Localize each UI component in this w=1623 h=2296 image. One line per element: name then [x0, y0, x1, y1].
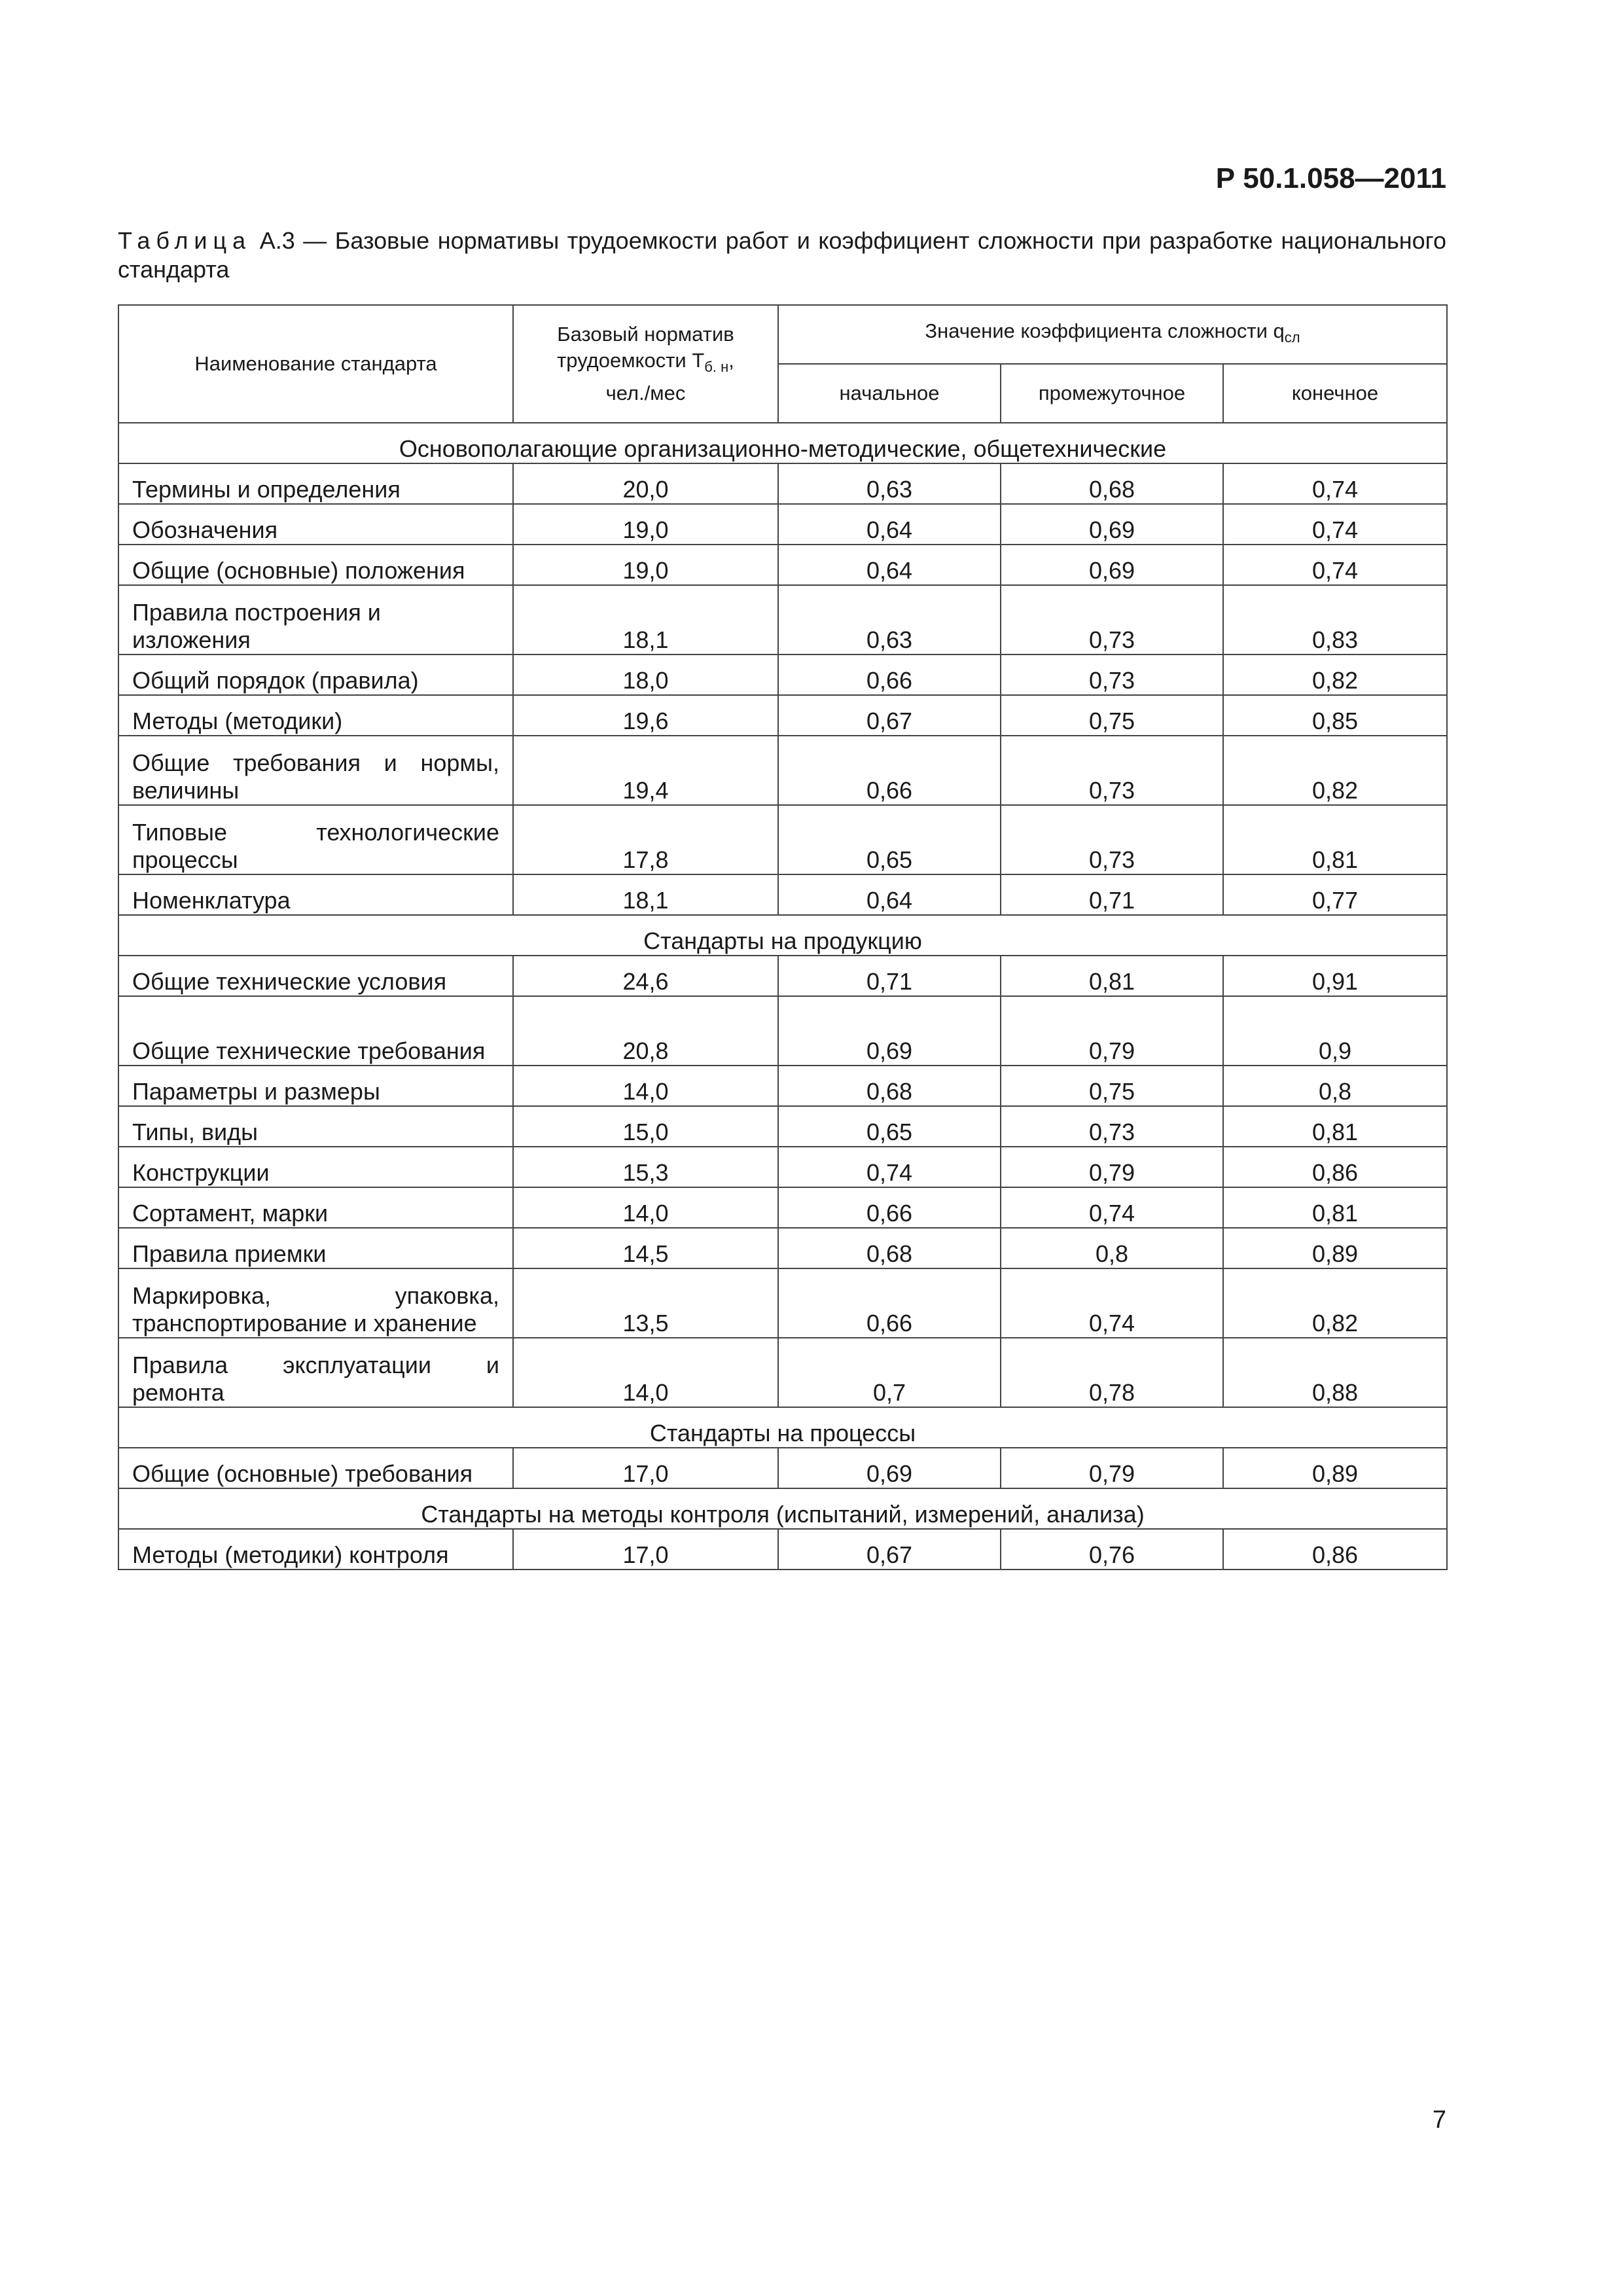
cell-intermediate: 0,71 — [1001, 874, 1223, 915]
table-row — [118, 1187, 1447, 1228]
cell-name: Правила построения и изложения — [118, 585, 513, 655]
cell-norm: 18,0 — [513, 655, 778, 695]
table-caption — [118, 226, 1446, 284]
table-row — [118, 695, 1447, 736]
table-row — [118, 463, 1447, 504]
cell-intermediate: 0,8 — [1001, 1228, 1223, 1268]
header-coefficient-subscript: сл — [1284, 329, 1300, 346]
header-final: конечное — [1223, 364, 1447, 423]
cell-initial: 0,66 — [778, 655, 1001, 695]
table-row — [118, 1106, 1447, 1147]
cell-initial: 0,65 — [778, 1106, 1001, 1147]
cell-intermediate: 0,69 — [1001, 545, 1223, 585]
cell-name: Параметры и размеры — [118, 1066, 513, 1106]
cell-norm: 19,0 — [513, 504, 778, 545]
table-row — [118, 1448, 1447, 1488]
cell-name: Обозначения — [118, 504, 513, 545]
cell-final: 0,82 — [1223, 1268, 1447, 1338]
table-row — [118, 545, 1447, 585]
cell-initial: 0,69 — [778, 996, 1001, 1066]
cell-initial: 0,67 — [778, 695, 1001, 736]
cell-final: 0,74 — [1223, 504, 1447, 545]
header-norm-line2: трудоемкости T — [557, 348, 705, 372]
cell-norm: 20,0 — [513, 463, 778, 504]
cell-name: Общие требования и нормы, величины — [118, 736, 513, 805]
cell-final: 0,81 — [1223, 805, 1447, 874]
cell-final: 0,82 — [1223, 736, 1447, 805]
cell-final: 0,8 — [1223, 1066, 1447, 1106]
cell-norm: 20,8 — [513, 996, 778, 1066]
cell-intermediate: 0,73 — [1001, 585, 1223, 655]
cell-final: 0,88 — [1223, 1338, 1447, 1407]
cell-norm: 17,8 — [513, 805, 778, 874]
cell-final: 0,9 — [1223, 996, 1447, 1066]
cell-final: 0,77 — [1223, 874, 1447, 915]
cell-initial: 0,65 — [778, 805, 1001, 874]
caption-label: Таблица — [118, 227, 252, 254]
section-row — [118, 1488, 1447, 1529]
cell-intermediate: 0,73 — [1001, 736, 1223, 805]
header-intermediate: промежуточное — [1001, 364, 1223, 423]
cell-norm: 17,0 — [513, 1529, 778, 1570]
cell-intermediate: 0,75 — [1001, 1066, 1223, 1106]
section-title: Основополагающие организационно-методические, общетехнические — [118, 423, 1447, 463]
cell-norm: 19,0 — [513, 545, 778, 585]
cell-norm: 15,0 — [513, 1106, 778, 1147]
cell-name: Конструкции — [118, 1147, 513, 1187]
cell-name: Правила эксплуатации и ремонта — [118, 1338, 513, 1407]
cell-norm: 24,6 — [513, 956, 778, 996]
cell-intermediate: 0,79 — [1001, 1147, 1223, 1187]
cell-name: Типы, виды — [118, 1106, 513, 1147]
cell-intermediate: 0,73 — [1001, 1106, 1223, 1147]
cell-final: 0,86 — [1223, 1147, 1447, 1187]
cell-initial: 0,66 — [778, 736, 1001, 805]
cell-initial: 0,68 — [778, 1228, 1001, 1268]
cell-initial: 0,67 — [778, 1529, 1001, 1570]
section-title: Стандарты на методы контроля (испытаний, измерений, анализа) — [118, 1488, 1447, 1529]
cell-norm: 17,0 — [513, 1448, 778, 1488]
cell-initial: 0,63 — [778, 463, 1001, 504]
cell-name: Типовые технологические процессы — [118, 805, 513, 874]
cell-intermediate: 0,69 — [1001, 504, 1223, 545]
header-coefficient — [778, 305, 1447, 364]
cell-initial: 0,64 — [778, 874, 1001, 915]
cell-final: 0,82 — [1223, 655, 1447, 695]
cell-intermediate: 0,75 — [1001, 695, 1223, 736]
header-coefficient-text: Значение коэффициента сложности q — [925, 319, 1285, 342]
table-row — [118, 874, 1447, 915]
cell-norm: 15,3 — [513, 1147, 778, 1187]
section-row — [118, 1407, 1447, 1448]
header-norm: Базовый норматив трудоемкости $T_{б. н}$, чел./мес — [513, 305, 778, 423]
cell-norm: 13,5 — [513, 1268, 778, 1338]
cell-initial: 0,64 — [778, 545, 1001, 585]
table-body — [118, 423, 1447, 1570]
cell-final: 0,85 — [1223, 695, 1447, 736]
caption-text: А.3 — Базовые нормативы трудоемкости работ и коэффициент сложности при разработке национального стандарта — [118, 227, 1446, 283]
cell-norm: 19,6 — [513, 695, 778, 736]
cell-intermediate: 0,79 — [1001, 996, 1223, 1066]
cell-name: Маркировка, упаковка, транспортирование и хранение — [118, 1268, 513, 1338]
cell-intermediate: 0,73 — [1001, 655, 1223, 695]
cell-name: Общие технические условия — [118, 956, 513, 996]
table-row — [118, 1268, 1447, 1338]
cell-name: Методы (методики) — [118, 695, 513, 736]
table-row — [118, 805, 1447, 874]
table-row — [118, 736, 1447, 805]
table-row — [118, 655, 1447, 695]
cell-intermediate: 0,79 — [1001, 1448, 1223, 1488]
table-row — [118, 956, 1447, 996]
cell-norm: 18,1 — [513, 585, 778, 655]
cell-norm: 14,0 — [513, 1187, 778, 1228]
section-title: Стандарты на продукцию — [118, 915, 1447, 956]
header-norm-subscript: б. н — [704, 359, 729, 376]
page-number: 7 — [1432, 2106, 1446, 2134]
cell-initial: 0,68 — [778, 1066, 1001, 1106]
section-row — [118, 915, 1447, 956]
cell-final: 0,83 — [1223, 585, 1447, 655]
section-title: Стандарты на процессы — [118, 1407, 1447, 1448]
cell-name: Термины и определения — [118, 463, 513, 504]
cell-name: Общий порядок (правила) — [118, 655, 513, 695]
table-row — [118, 1147, 1447, 1187]
table-row — [118, 585, 1447, 655]
cell-name: Общие (основные) требования — [118, 1448, 513, 1488]
cell-initial: 0,63 — [778, 585, 1001, 655]
header-initial: начальное — [778, 364, 1001, 423]
cell-intermediate: 0,73 — [1001, 805, 1223, 874]
cell-name: Методы (методики) контроля — [118, 1529, 513, 1570]
cell-final: 0,91 — [1223, 956, 1447, 996]
cell-initial: 0,71 — [778, 956, 1001, 996]
cell-initial: 0,7 — [778, 1338, 1001, 1407]
cell-intermediate: 0,76 — [1001, 1529, 1223, 1570]
table-row — [118, 1228, 1447, 1268]
section-row — [118, 423, 1447, 463]
cell-final: 0,74 — [1223, 545, 1447, 585]
cell-intermediate: 0,74 — [1001, 1268, 1223, 1338]
cell-name: Сортамент, марки — [118, 1187, 513, 1228]
header-norm-line3: чел./мес — [605, 382, 686, 405]
document-code: Р 50.1.058—2011 — [1215, 162, 1446, 194]
cell-initial: 0,66 — [778, 1187, 1001, 1228]
cell-intermediate: 0,74 — [1001, 1187, 1223, 1228]
cell-final: 0,89 — [1223, 1448, 1447, 1488]
cell-norm: 14,0 — [513, 1066, 778, 1106]
cell-final: 0,81 — [1223, 1106, 1447, 1147]
cell-name: Правила приемки — [118, 1228, 513, 1268]
cell-initial: 0,74 — [778, 1147, 1001, 1187]
cell-final: 0,86 — [1223, 1529, 1447, 1570]
table-row — [118, 1529, 1447, 1570]
cell-name: Общие (основные) положения — [118, 545, 513, 585]
cell-intermediate: 0,81 — [1001, 956, 1223, 996]
cell-initial: 0,64 — [778, 504, 1001, 545]
table-row — [118, 504, 1447, 545]
cell-intermediate: 0,68 — [1001, 463, 1223, 504]
cell-norm: 14,0 — [513, 1338, 778, 1407]
cell-initial: 0,69 — [778, 1448, 1001, 1488]
cell-norm: 19,4 — [513, 736, 778, 805]
cell-norm: 18,1 — [513, 874, 778, 915]
table-row — [118, 996, 1447, 1066]
cell-initial: 0,66 — [778, 1268, 1001, 1338]
table-row — [118, 1066, 1447, 1106]
cell-final: 0,74 — [1223, 463, 1447, 504]
cell-final: 0,89 — [1223, 1228, 1447, 1268]
cell-name: Общие технические требования — [118, 996, 513, 1066]
table-row — [118, 1338, 1447, 1407]
header-norm-line1: Базовый норматив — [557, 322, 734, 346]
cell-name: Номенклатура — [118, 874, 513, 915]
header-name: Наименование стандарта — [118, 305, 513, 423]
standards-table — [118, 304, 1448, 1570]
cell-norm: 14,5 — [513, 1228, 778, 1268]
cell-intermediate: 0,78 — [1001, 1338, 1223, 1407]
cell-final: 0,81 — [1223, 1187, 1447, 1228]
